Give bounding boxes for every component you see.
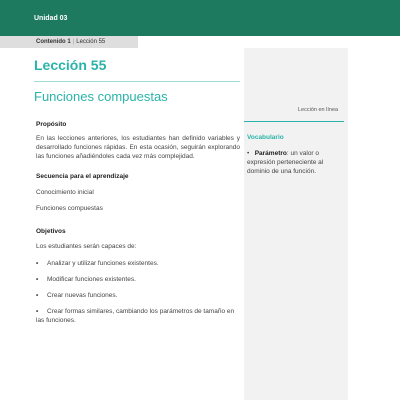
vocabulary-entry bbox=[247, 149, 339, 176]
objectives-heading: Objetivos bbox=[36, 228, 66, 235]
objective-item bbox=[36, 259, 242, 268]
title-divider bbox=[34, 81, 240, 82]
purpose-text: En las lecciones anteriores, los estudiantes han definido variables y desarrollado funciones rápidas. En esta ocasión, seguirán explorando las funciones añadiéndoles cada vez más complejidad. bbox=[36, 135, 240, 160]
bullet-icon: • bbox=[36, 308, 39, 315]
breadcrumb-content: Contenido 1 bbox=[36, 39, 71, 45]
objectives-intro: Los estudiantes serán capaces de: bbox=[36, 243, 137, 250]
breadcrumb-lesson: Lección 55 bbox=[76, 39, 106, 45]
purpose-heading: Propósito bbox=[36, 121, 67, 128]
bullet-icon: • bbox=[36, 292, 39, 299]
sequence-item: Conocimiento inicial bbox=[36, 189, 94, 196]
sequence-heading: Secuencia para el aprendizaje bbox=[36, 173, 129, 180]
vocabulary-heading: Vocabulario bbox=[247, 134, 284, 141]
page-title: Funciones compuestas bbox=[34, 89, 168, 104]
sidebar-panel bbox=[244, 48, 348, 400]
objective-item bbox=[36, 275, 242, 284]
breadcrumb bbox=[0, 36, 138, 48]
objective-text: Analizar y utilizar funciones existentes. bbox=[47, 260, 159, 267]
vocabulary-definition: : un valor o expresión perteneciente al dominio de una función. bbox=[247, 150, 324, 175]
objective-item bbox=[36, 307, 242, 325]
objective-text: Crear nuevas funciones. bbox=[47, 292, 118, 299]
sequence-item: Funciones compuestas bbox=[36, 205, 103, 212]
vocabulary-term: Parámetro bbox=[254, 150, 287, 157]
breadcrumb-separator: | bbox=[72, 39, 75, 45]
lesson-title: Lección 55 bbox=[34, 57, 107, 73]
bullet-icon: • bbox=[247, 150, 250, 157]
unit-label: Unidad 03 bbox=[34, 15, 68, 22]
online-lesson-label: Lección en línea bbox=[298, 107, 339, 113]
bullet-icon: • bbox=[36, 276, 39, 283]
objective-item bbox=[36, 291, 242, 300]
objective-text: Crear formas similares, cambiando los parámetros de tamaño en las funciones. bbox=[36, 308, 235, 324]
bullet-icon: • bbox=[36, 260, 39, 267]
header-bar bbox=[0, 0, 400, 36]
online-divider bbox=[244, 121, 344, 122]
objective-text: Modificar funciones existentes. bbox=[47, 276, 136, 283]
